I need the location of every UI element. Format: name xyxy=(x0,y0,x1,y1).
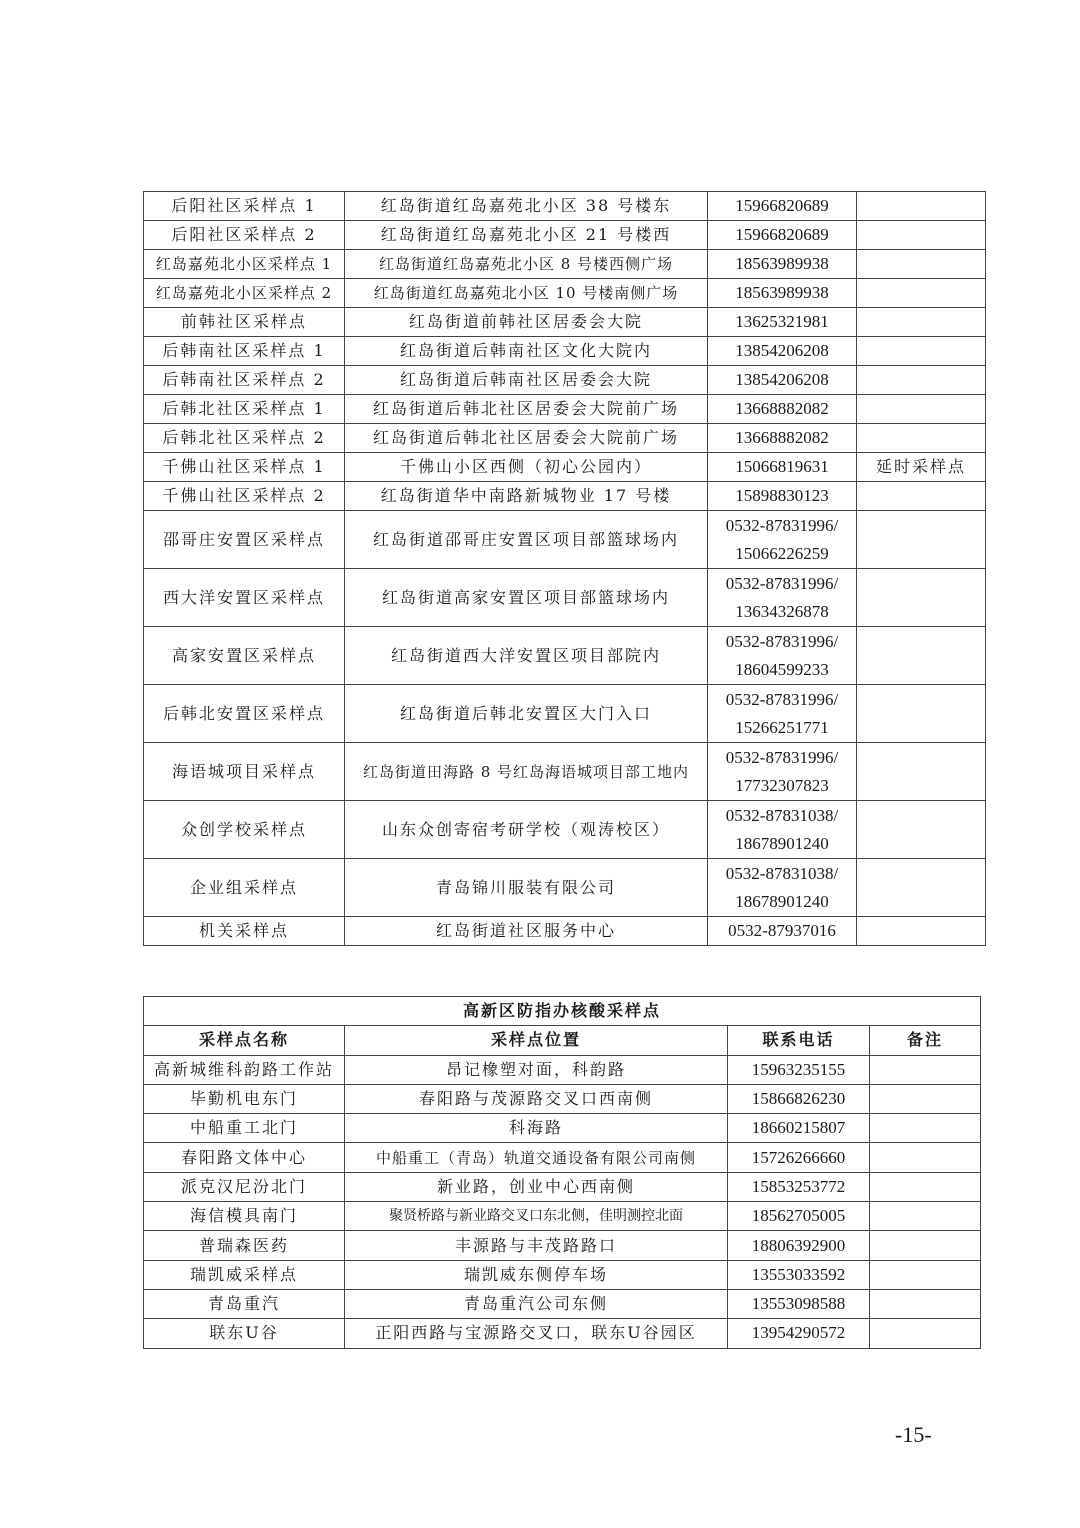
cell-name: 瑞凯威采样点 xyxy=(144,1260,345,1289)
phone-line-2: 15266251771 xyxy=(735,717,829,737)
cell-note xyxy=(857,859,986,917)
cell-phone xyxy=(708,743,857,801)
cell-location: 科海路 xyxy=(345,1114,728,1143)
table-row xyxy=(144,1084,981,1113)
cell-name: 千佛山社区采样点 1 xyxy=(144,453,345,482)
cell-location: 红岛街道后韩北社区居委会大院前广场 xyxy=(345,424,708,453)
cell-location: 红岛街道红岛嘉苑北小区 10 号楼南侧广场 xyxy=(345,279,708,308)
cell-location: 青岛重汽公司东侧 xyxy=(345,1289,728,1318)
cell-location: 山东众创寄宿考研学校（观涛校区） xyxy=(345,801,708,859)
table-row xyxy=(144,569,986,627)
cell-name: 众创学校采样点 xyxy=(144,801,345,859)
cell-name: 海信模具南门 xyxy=(144,1202,345,1231)
cell-phone: 18563989938 xyxy=(708,250,857,279)
cell-name: 毕勤机电东门 xyxy=(144,1084,345,1113)
table-row xyxy=(144,1231,981,1260)
cell-phone: 13668882082 xyxy=(708,395,857,424)
cell-note xyxy=(857,221,986,250)
cell-phone xyxy=(708,511,857,569)
cell-phone: 18660215807 xyxy=(728,1114,870,1143)
cell-note xyxy=(857,192,986,221)
cell-location: 红岛街道红岛嘉苑北小区 38 号楼东 xyxy=(345,192,708,221)
cell-phone: 13854206208 xyxy=(708,366,857,395)
sampling-points-table-2 xyxy=(143,996,981,1349)
table-row xyxy=(144,1143,981,1172)
cell-name: 后阳社区采样点 2 xyxy=(144,221,345,250)
table-row xyxy=(144,250,986,279)
cell-phone: 13854206208 xyxy=(708,337,857,366)
phone-line-2: 13634326878 xyxy=(735,601,829,621)
cell-location: 正阳西路与宝源路交叉口，联东U谷园区 xyxy=(345,1319,728,1348)
phone-line-2: 18604599233 xyxy=(735,659,829,679)
cell-name: 后阳社区采样点 1 xyxy=(144,192,345,221)
cell-phone: 18562705005 xyxy=(728,1202,870,1231)
table-row xyxy=(144,801,986,859)
cell-note xyxy=(857,917,986,946)
cell-note xyxy=(857,395,986,424)
cell-name: 千佛山社区采样点 2 xyxy=(144,482,345,511)
table-row xyxy=(144,917,986,946)
cell-location: 青岛锦川服装有限公司 xyxy=(345,859,708,917)
table-row xyxy=(144,1319,981,1348)
cell-note xyxy=(857,627,986,685)
cell-phone: 15966820689 xyxy=(708,221,857,250)
table-row xyxy=(144,859,986,917)
cell-note xyxy=(870,1172,981,1201)
table-row xyxy=(144,743,986,801)
header-name: 采样点名称 xyxy=(144,1026,345,1055)
cell-note xyxy=(870,1114,981,1143)
phone-line-1: 0532-87831038/ xyxy=(725,863,839,883)
cell-location: 红岛街道红岛嘉苑北小区 8 号楼西侧广场 xyxy=(345,250,708,279)
header-location: 采样点位置 xyxy=(345,1026,728,1055)
cell-location: 红岛街道后韩南社区文化大院内 xyxy=(345,337,708,366)
cell-note xyxy=(870,1084,981,1113)
sampling-points-table-1 xyxy=(143,191,986,946)
cell-phone: 0532-87937016 xyxy=(708,917,857,946)
table-title: 高新区防指办核酸采样点 xyxy=(144,997,981,1026)
cell-phone xyxy=(708,627,857,685)
table-row xyxy=(144,395,986,424)
cell-name: 红岛嘉苑北小区采样点 2 xyxy=(144,279,345,308)
cell-name: 中船重工北门 xyxy=(144,1114,345,1143)
table-row xyxy=(144,511,986,569)
cell-note xyxy=(870,1231,981,1260)
cell-phone: 15726266660 xyxy=(728,1143,870,1172)
cell-note xyxy=(870,1202,981,1231)
cell-phone: 13553033592 xyxy=(728,1260,870,1289)
phone-line-2: 15066226259 xyxy=(735,543,829,563)
phone-line-1: 0532-87831996/ xyxy=(725,747,839,767)
cell-phone: 15853253772 xyxy=(728,1172,870,1201)
cell-name: 西大洋安置区采样点 xyxy=(144,569,345,627)
cell-phone: 13625321981 xyxy=(708,308,857,337)
header-phone: 联系电话 xyxy=(728,1026,870,1055)
cell-name: 普瑞森医药 xyxy=(144,1231,345,1260)
cell-note xyxy=(857,743,986,801)
table-row xyxy=(144,192,986,221)
cell-phone: 15066819631 xyxy=(708,453,857,482)
cell-location: 红岛街道前韩社区居委会大院 xyxy=(345,308,708,337)
table-row xyxy=(144,308,986,337)
table-row xyxy=(144,279,986,308)
cell-note xyxy=(857,511,986,569)
cell-location: 新业路，创业中心西南侧 xyxy=(345,1172,728,1201)
table-row xyxy=(144,337,986,366)
cell-note xyxy=(857,801,986,859)
table-header-row xyxy=(144,1026,981,1055)
cell-location: 春阳路与茂源路交叉口西南侧 xyxy=(345,1084,728,1113)
cell-location: 红岛街道邵哥庄安置区项目部篮球场内 xyxy=(345,511,708,569)
cell-name: 后韩南社区采样点 2 xyxy=(144,366,345,395)
cell-note xyxy=(870,1319,981,1348)
cell-name: 后韩北社区采样点 2 xyxy=(144,424,345,453)
table-row xyxy=(144,1202,981,1231)
cell-phone: 15966820689 xyxy=(708,192,857,221)
cell-location: 红岛街道西大洋安置区项目部院内 xyxy=(345,627,708,685)
cell-name: 后韩北安置区采样点 xyxy=(144,685,345,743)
cell-note xyxy=(857,685,986,743)
cell-name: 企业组采样点 xyxy=(144,859,345,917)
cell-location: 中船重工（青岛）轨道交通设备有限公司南侧 xyxy=(345,1143,728,1172)
header-note: 备注 xyxy=(870,1026,981,1055)
cell-name: 联东U谷 xyxy=(144,1319,345,1348)
cell-location: 红岛街道高家安置区项目部篮球场内 xyxy=(345,569,708,627)
cell-name: 春阳路文体中心 xyxy=(144,1143,345,1172)
table-row xyxy=(144,366,986,395)
cell-name: 派克汉尼汾北门 xyxy=(144,1172,345,1201)
cell-location: 红岛街道田海路 8 号红岛海语城项目部工地内 xyxy=(345,743,708,801)
table-row xyxy=(144,1289,981,1318)
cell-name: 青岛重汽 xyxy=(144,1289,345,1318)
table-row xyxy=(144,685,986,743)
table-row xyxy=(144,1114,981,1143)
cell-phone: 13668882082 xyxy=(708,424,857,453)
cell-name: 高新城维科韵路工作站 xyxy=(144,1055,345,1084)
cell-name: 红岛嘉苑北小区采样点 1 xyxy=(144,250,345,279)
cell-note xyxy=(870,1143,981,1172)
table-row xyxy=(144,1172,981,1201)
cell-name: 机关采样点 xyxy=(144,917,345,946)
cell-name: 后韩北社区采样点 1 xyxy=(144,395,345,424)
cell-phone: 13954290572 xyxy=(728,1319,870,1348)
cell-location: 红岛街道后韩北社区居委会大院前广场 xyxy=(345,395,708,424)
cell-note xyxy=(857,337,986,366)
cell-phone xyxy=(708,859,857,917)
table-row xyxy=(144,482,986,511)
table-title-row xyxy=(144,997,981,1026)
cell-phone: 15898830123 xyxy=(708,482,857,511)
cell-location: 红岛街道后韩北安置区大门入口 xyxy=(345,685,708,743)
cell-note xyxy=(857,424,986,453)
phone-line-1: 0532-87831038/ xyxy=(725,805,839,825)
cell-note xyxy=(857,250,986,279)
cell-name: 邵哥庄安置区采样点 xyxy=(144,511,345,569)
table-row xyxy=(144,453,986,482)
phone-line-1: 0532-87831996/ xyxy=(725,631,839,651)
cell-note xyxy=(870,1260,981,1289)
cell-phone: 13553098588 xyxy=(728,1289,870,1318)
cell-name: 前韩社区采样点 xyxy=(144,308,345,337)
cell-location: 丰源路与丰茂路路口 xyxy=(345,1231,728,1260)
table-row xyxy=(144,1260,981,1289)
cell-name: 高家安置区采样点 xyxy=(144,627,345,685)
cell-note xyxy=(857,279,986,308)
cell-location: 昂记橡塑对面，科韵路 xyxy=(345,1055,728,1084)
cell-phone xyxy=(708,569,857,627)
cell-note xyxy=(857,482,986,511)
cell-phone xyxy=(708,801,857,859)
cell-note xyxy=(857,366,986,395)
cell-note: 延时采样点 xyxy=(857,453,986,482)
cell-location: 红岛街道后韩南社区居委会大院 xyxy=(345,366,708,395)
cell-phone: 15866826230 xyxy=(728,1084,870,1113)
cell-phone: 18806392900 xyxy=(728,1231,870,1260)
page-number: -15- xyxy=(895,1422,932,1447)
phone-line-2: 17732307823 xyxy=(735,775,829,795)
cell-location: 千佛山小区西侧（初心公园内） xyxy=(345,453,708,482)
table-row xyxy=(144,424,986,453)
cell-location: 聚贤桥路与新业路交叉口东北侧，佳明测控北面 xyxy=(345,1202,728,1231)
cell-note xyxy=(857,308,986,337)
cell-location: 红岛街道华中南路新城物业 17 号楼 xyxy=(345,482,708,511)
cell-note xyxy=(857,569,986,627)
table-row xyxy=(144,221,986,250)
table-row xyxy=(144,1055,981,1084)
cell-note xyxy=(870,1289,981,1318)
cell-phone: 18563989938 xyxy=(708,279,857,308)
cell-location: 瑞凯威东侧停车场 xyxy=(345,1260,728,1289)
cell-location: 红岛街道红岛嘉苑北小区 21 号楼西 xyxy=(345,221,708,250)
phone-line-1: 0532-87831996/ xyxy=(725,689,839,709)
cell-note xyxy=(870,1055,981,1084)
cell-phone xyxy=(708,685,857,743)
cell-phone: 15963235155 xyxy=(728,1055,870,1084)
cell-name: 海语城项目采样点 xyxy=(144,743,345,801)
phone-line-1: 0532-87831996/ xyxy=(725,573,839,593)
phone-line-2: 18678901240 xyxy=(735,833,829,853)
table-row xyxy=(144,627,986,685)
cell-location: 红岛街道社区服务中心 xyxy=(345,917,708,946)
cell-name: 后韩南社区采样点 1 xyxy=(144,337,345,366)
phone-line-1: 0532-87831996/ xyxy=(725,515,839,535)
phone-line-2: 18678901240 xyxy=(735,891,829,911)
